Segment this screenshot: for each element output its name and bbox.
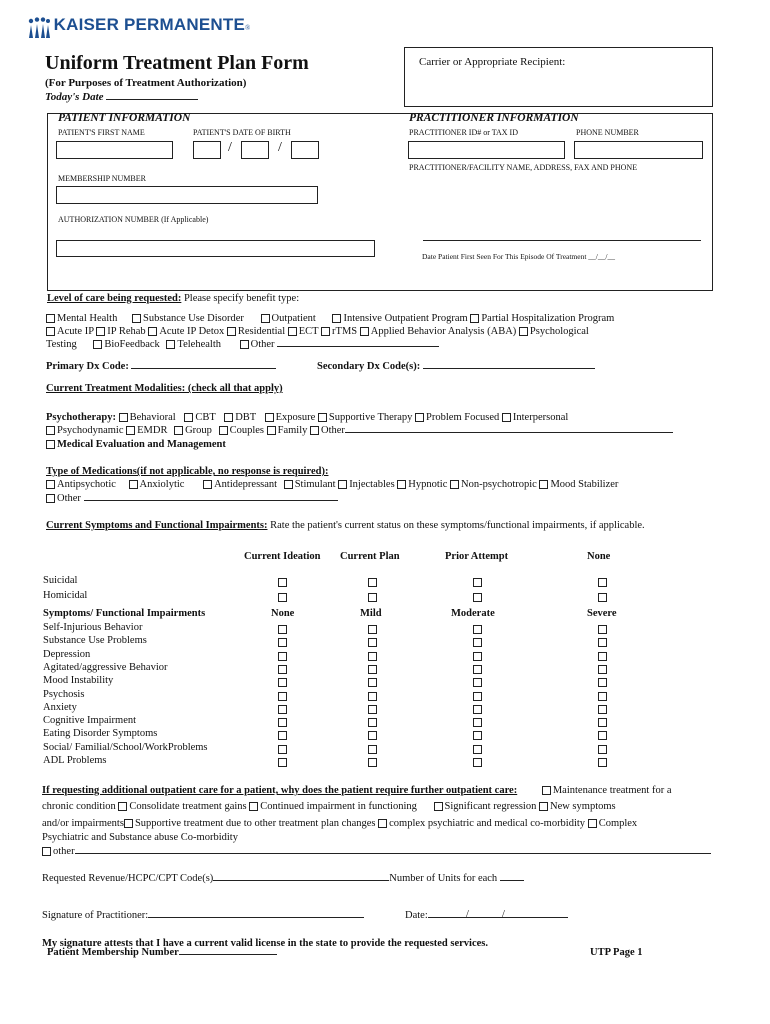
option-label: Behavioral xyxy=(129,412,176,423)
impairment-checkbox[interactable] xyxy=(368,665,377,674)
option-label: Acute IP Detox xyxy=(159,326,225,337)
risk-col-plan: Current Plan xyxy=(340,551,400,562)
membership-label: MEMBERSHIP NUMBER xyxy=(58,174,146,183)
page-number: UTP Page 1 xyxy=(590,947,643,958)
telehealth-checkbox[interactable] xyxy=(166,340,175,349)
dbt-checkbox[interactable] xyxy=(224,413,233,422)
impairment-checkbox[interactable] xyxy=(473,678,482,687)
practitioner-id-label: PRACTITIONER ID# or TAX ID xyxy=(409,128,518,137)
option-label: Acute IP xyxy=(57,326,94,337)
facility-label: PRACTITIONER/FACILITY NAME, ADDRESS, FAX AND PHONE xyxy=(409,163,638,172)
impairment-checkbox[interactable] xyxy=(368,638,377,647)
option-label: Anxiolytic xyxy=(139,479,185,490)
maintenance-checkbox[interactable] xyxy=(542,786,551,795)
dob-label: PATIENT'S DATE OF BIRTH xyxy=(193,128,291,137)
consolidate-checkbox[interactable] xyxy=(118,802,127,811)
phone-label: PHONE NUMBER xyxy=(576,128,639,137)
option-label: Exposure xyxy=(275,412,316,423)
level-line3 xyxy=(46,339,439,350)
option-label: Psychological xyxy=(529,326,589,337)
risk-col-ideation: Current Ideation xyxy=(244,551,321,562)
medical-eval-line xyxy=(46,439,226,450)
medications-line1 xyxy=(46,479,618,490)
impairment-checkbox[interactable] xyxy=(598,692,607,701)
hypnotic-checkbox[interactable] xyxy=(397,480,406,489)
new-symptoms-checkbox[interactable] xyxy=(539,802,548,811)
ip-rehab-checkbox[interactable] xyxy=(96,327,105,336)
logo: KAISER PERMANENTE® xyxy=(27,15,250,39)
option-label: Mental Health xyxy=(57,313,118,324)
anxiolytic-checkbox[interactable] xyxy=(129,480,138,489)
impairment-checkbox[interactable] xyxy=(278,625,287,634)
outpatient-checkbox[interactable] xyxy=(261,314,270,323)
date-label: Date: xyxy=(405,910,428,921)
emdr-checkbox[interactable] xyxy=(126,426,135,435)
risk-row-label: Suicidal xyxy=(43,575,78,586)
primary-dx-label: Primary Dx Code: xyxy=(46,361,276,372)
impairment-checkbox[interactable] xyxy=(598,678,607,687)
impairment-checkbox[interactable] xyxy=(598,638,607,647)
level-line2 xyxy=(46,326,589,337)
impairment-row-label: Psychosis xyxy=(43,689,85,700)
option-label: Medical Evaluation and Management xyxy=(57,439,226,450)
risk-checkbox[interactable] xyxy=(473,593,482,602)
substance-use-checkbox[interactable] xyxy=(132,314,141,323)
risk-checkbox[interactable] xyxy=(598,578,607,587)
impairment-row-label: Mood Instability xyxy=(43,675,114,686)
impairment-checkbox[interactable] xyxy=(598,718,607,727)
option-label: BioFeedback xyxy=(104,339,160,350)
regression-checkbox[interactable] xyxy=(434,802,443,811)
signature-field[interactable] xyxy=(148,917,364,918)
stimulant-checkbox[interactable] xyxy=(284,480,293,489)
brand-name: KAISER PERMANENTE xyxy=(53,15,245,34)
impairment-checkbox[interactable] xyxy=(368,731,377,740)
risk-checkbox[interactable] xyxy=(278,578,287,587)
impairment-checkbox[interactable] xyxy=(368,678,377,687)
facility-line xyxy=(423,240,701,241)
level-of-care-heading: Level of care being requested: Please specify benefit type: xyxy=(47,293,300,304)
dob-slash: / xyxy=(228,140,232,155)
option-label: Family xyxy=(277,425,308,436)
additional-line4: Psychiatric and Substance abuse Co-morbidity xyxy=(42,832,238,843)
option-label: Maintenance treatment for a xyxy=(552,785,672,796)
option-label: DBT xyxy=(235,412,256,423)
impairment-checkbox[interactable] xyxy=(473,692,482,701)
dob-day-field[interactable] xyxy=(241,141,269,159)
impairment-checkbox[interactable] xyxy=(473,638,482,647)
option-label: Residential xyxy=(237,326,286,337)
option-label: Testing xyxy=(46,339,77,350)
impairment-row-label: Self-Injurious Behavior xyxy=(43,622,143,633)
other-reason-checkbox[interactable] xyxy=(42,847,51,856)
impair-col-none: None xyxy=(271,608,295,619)
impair-col-moderate: Moderate xyxy=(451,608,495,619)
risk-row-label: Homicidal xyxy=(43,590,88,601)
option-label: ECT xyxy=(298,326,319,337)
mental-health-checkbox[interactable] xyxy=(46,314,55,323)
impairment-checkbox[interactable] xyxy=(598,705,607,714)
supportive-treatment-checkbox[interactable] xyxy=(124,819,133,828)
additional-other xyxy=(42,846,711,857)
risk-checkbox[interactable] xyxy=(368,593,377,602)
units-label: Number of Units for each xyxy=(389,873,498,884)
option-label: Antidepressant xyxy=(214,479,278,490)
option-label: Problem Focused xyxy=(426,412,500,423)
date-slashes: / xyxy=(466,909,469,920)
impairment-checkbox[interactable] xyxy=(368,625,377,634)
medications-other xyxy=(46,493,338,504)
form-title: Uniform Treatment Plan Form xyxy=(45,52,309,74)
attestation: My signature attests that I have a current valid license in the state to provide the requested services. xyxy=(42,938,489,949)
antipsychotic-checkbox[interactable] xyxy=(46,480,55,489)
cbt-checkbox[interactable] xyxy=(184,413,193,422)
secondary-dx-label: Secondary Dx Code(s): xyxy=(317,361,595,372)
impairment-checkbox[interactable] xyxy=(473,705,482,714)
date-first-seen: Date Patient First Seen For This Episode Of Treatment __/__/__ xyxy=(422,252,615,261)
antidepressant-checkbox[interactable] xyxy=(203,480,212,489)
impairment-checkbox[interactable] xyxy=(278,718,287,727)
other-modality-checkbox[interactable] xyxy=(310,426,319,435)
symptoms-heading: Current Symptoms and Functional Impairments: Rate the patient's current status on these symptoms/functional impairments, if applicable. xyxy=(46,520,645,531)
behavioral-checkbox[interactable] xyxy=(119,413,128,422)
risk-col-none: None xyxy=(587,551,611,562)
option-label: Continued impairment in functioning xyxy=(260,801,417,812)
additional-line3 xyxy=(42,818,637,829)
impairment-checkbox[interactable] xyxy=(278,758,287,767)
php-checkbox[interactable] xyxy=(470,314,479,323)
impairment-checkbox[interactable] xyxy=(278,705,287,714)
impairment-row-label: Depression xyxy=(43,649,91,660)
option-label: Stimulant xyxy=(294,479,336,490)
problem-focused-checkbox[interactable] xyxy=(415,413,424,422)
option-label: Interpersonal xyxy=(512,412,569,423)
option-label: other xyxy=(53,846,75,857)
units-field[interactable] xyxy=(500,880,524,881)
impairment-checkbox[interactable] xyxy=(473,718,482,727)
option-label: Other xyxy=(57,493,81,504)
acute-ip-detox-checkbox[interactable] xyxy=(148,327,157,336)
option-label: Telehealth xyxy=(177,339,221,350)
other-med-checkbox[interactable] xyxy=(46,494,55,503)
option-label: Supportive treatment due to other treatment plan changes xyxy=(134,818,376,829)
risk-checkbox[interactable] xyxy=(368,578,377,587)
impairment-checkbox[interactable] xyxy=(278,638,287,647)
option-label: chronic condition xyxy=(42,801,116,812)
option-label: Other xyxy=(321,425,345,436)
option-label: and/or impairments xyxy=(42,818,124,829)
signature-label: Signature of Practitioner: xyxy=(42,910,149,921)
impairment-checkbox[interactable] xyxy=(368,652,377,661)
risk-checkbox[interactable] xyxy=(278,593,287,602)
impairment-checkbox[interactable] xyxy=(473,745,482,754)
first-name-field[interactable] xyxy=(56,141,173,159)
impairment-checkbox[interactable] xyxy=(278,652,287,661)
option-label: Mood Stabilizer xyxy=(550,479,619,490)
option-label: EMDR xyxy=(137,425,168,436)
impairment-row-label: Agitated/aggressive Behavior xyxy=(43,662,168,673)
impairment-row-label: Cognitive Impairment xyxy=(43,715,137,726)
option-label: complex psychiatric and medical co-morbidity xyxy=(389,818,586,829)
impairment-checkbox[interactable] xyxy=(473,625,482,634)
ect-checkbox[interactable] xyxy=(288,327,297,336)
auth-field[interactable] xyxy=(56,240,375,257)
group-checkbox[interactable] xyxy=(174,426,183,435)
modalities-line2 xyxy=(46,425,673,436)
option-label: Non-psychotropic xyxy=(461,479,537,490)
impairment-checkbox[interactable] xyxy=(278,692,287,701)
option-label: IP Rehab xyxy=(107,326,146,337)
phone-field[interactable] xyxy=(574,141,703,159)
supportive-therapy-checkbox[interactable] xyxy=(318,413,327,422)
revenue-label: Requested Revenue/HCPC/CPT Code(s) xyxy=(42,873,214,884)
continued-impairment-checkbox[interactable] xyxy=(249,802,258,811)
biofeedback-checkbox[interactable] xyxy=(93,340,102,349)
date-field[interactable] xyxy=(428,917,568,918)
date-line xyxy=(405,910,568,921)
impairment-checkbox[interactable] xyxy=(368,718,377,727)
family-checkbox[interactable] xyxy=(267,426,276,435)
exposure-checkbox[interactable] xyxy=(265,413,274,422)
option-label: Substance Use Disorder xyxy=(142,313,244,324)
option-label: New symptoms xyxy=(549,801,616,812)
impairment-checkbox[interactable] xyxy=(598,652,607,661)
other-level-checkbox[interactable] xyxy=(240,340,249,349)
impair-col-severe: Severe xyxy=(587,608,617,619)
impairment-checkbox[interactable] xyxy=(473,665,482,674)
kaiser-logo-icon xyxy=(27,17,51,39)
membership-field[interactable] xyxy=(56,186,318,204)
signature-line xyxy=(42,910,364,921)
additional-heading: If requesting additional outpatient care for a patient, why does the patient require further outpatient care: xyxy=(42,785,518,796)
membership-number-footer: Patient Membership Number xyxy=(47,947,277,958)
impairment-checkbox[interactable] xyxy=(473,758,482,767)
impairment-checkbox[interactable] xyxy=(473,652,482,661)
acute-ip-checkbox[interactable] xyxy=(46,327,55,336)
medications-heading: Type of Medications(if not applicable, no response is required): xyxy=(46,466,329,477)
option-label: Injectables xyxy=(349,479,395,490)
couples-checkbox[interactable] xyxy=(219,426,228,435)
risk-checkbox[interactable] xyxy=(598,593,607,602)
dob-year-field[interactable] xyxy=(291,141,319,159)
option-label: Partial Hospitalization Program xyxy=(481,313,615,324)
psychotherapy-label: Psychotherapy: xyxy=(46,412,116,423)
impairment-row-label: ADL Problems xyxy=(43,755,107,766)
auth-label: AUTHORIZATION NUMBER (If Applicable) xyxy=(58,215,209,224)
impairment-checkbox[interactable] xyxy=(368,705,377,714)
revenue-line xyxy=(42,873,524,884)
option-label: Hypnotic xyxy=(408,479,448,490)
medical-eval-checkbox[interactable] xyxy=(46,440,55,449)
practitioner-id-field[interactable] xyxy=(408,141,565,159)
impairment-row-label: Substance Use Problems xyxy=(43,635,147,646)
first-name-label: PATIENT'S FIRST NAME xyxy=(58,128,145,137)
impair-header: Symptoms/ Functional Impairments xyxy=(43,608,206,619)
option-label: Significant regression xyxy=(444,801,537,812)
patient-section-title: PATIENT INFORMATION xyxy=(58,112,191,124)
option-label: Complex xyxy=(598,818,638,829)
non-psychotropic-checkbox[interactable] xyxy=(450,480,459,489)
practitioner-section-title: PRACTITIONER INFORMATION xyxy=(409,112,579,124)
impairment-row-label: Anxiety xyxy=(43,702,77,713)
option-label: Antipsychotic xyxy=(57,479,116,490)
additional-line2 xyxy=(42,801,616,812)
complex-psych-medical-checkbox[interactable] xyxy=(378,819,387,828)
revenue-field[interactable] xyxy=(213,880,389,881)
impairment-checkbox[interactable] xyxy=(278,678,287,687)
impairment-checkbox[interactable] xyxy=(598,665,607,674)
impairment-checkbox[interactable] xyxy=(598,731,607,740)
rtms-checkbox[interactable] xyxy=(321,327,330,336)
level-line1 xyxy=(46,313,614,324)
modalities-line1 xyxy=(46,412,568,423)
impairment-checkbox[interactable] xyxy=(598,745,607,754)
impairment-checkbox[interactable] xyxy=(278,745,287,754)
form-subtitle: (For Purposes of Treatment Authorization) xyxy=(45,77,247,89)
option-label: Outpatient xyxy=(271,313,316,324)
impairment-checkbox[interactable] xyxy=(278,731,287,740)
option-label: Group xyxy=(185,425,212,436)
date-slashes: / xyxy=(502,909,505,920)
dob-slash: / xyxy=(278,140,282,155)
interpersonal-checkbox[interactable] xyxy=(502,413,511,422)
dob-month-field[interactable] xyxy=(193,141,221,159)
additional-heading-line xyxy=(42,785,672,796)
impairment-checkbox[interactable] xyxy=(473,731,482,740)
impair-col-mild: Mild xyxy=(360,608,382,619)
impairment-checkbox[interactable] xyxy=(368,758,377,767)
option-label: CBT xyxy=(195,412,216,423)
modalities-heading: Current Treatment Modalities: (check all that apply) xyxy=(46,383,283,394)
option-label: Applied Behavior Analysis (ABA) xyxy=(370,326,517,337)
option-label: Supportive Therapy xyxy=(328,412,413,423)
impairment-row-label: Social/ Familial/School/WorkProblems xyxy=(43,742,208,753)
impairment-checkbox[interactable] xyxy=(368,692,377,701)
carrier-label: Carrier or Appropriate Recipient: xyxy=(419,56,566,68)
aba-checkbox[interactable] xyxy=(360,327,369,336)
option-label: Other xyxy=(250,339,275,350)
option-label: Intensive Outpatient Program xyxy=(343,313,468,324)
impairment-checkbox[interactable] xyxy=(278,665,287,674)
impairment-checkbox[interactable] xyxy=(598,625,607,634)
injectables-checkbox[interactable] xyxy=(338,480,347,489)
option-label: rTMS xyxy=(332,326,358,337)
option-label: Consolidate treatment gains xyxy=(129,801,247,812)
impairment-checkbox[interactable] xyxy=(368,745,377,754)
complex-checkbox[interactable] xyxy=(588,819,597,828)
risk-col-prior: Prior Attempt xyxy=(445,551,509,562)
risk-checkbox[interactable] xyxy=(473,578,482,587)
impairment-checkbox[interactable] xyxy=(598,758,607,767)
option-label: Psychodynamic xyxy=(57,425,124,436)
iop-checkbox[interactable] xyxy=(332,314,341,323)
psychodynamic-checkbox[interactable] xyxy=(46,426,55,435)
residential-checkbox[interactable] xyxy=(227,327,236,336)
today-date-label: Today's Date xyxy=(45,91,198,103)
mood-stabilizer-checkbox[interactable] xyxy=(539,480,548,489)
impairment-row-label: Eating Disorder Symptoms xyxy=(43,728,158,739)
option-label: Couples xyxy=(229,425,264,436)
psychological-testing-checkbox[interactable] xyxy=(519,327,528,336)
